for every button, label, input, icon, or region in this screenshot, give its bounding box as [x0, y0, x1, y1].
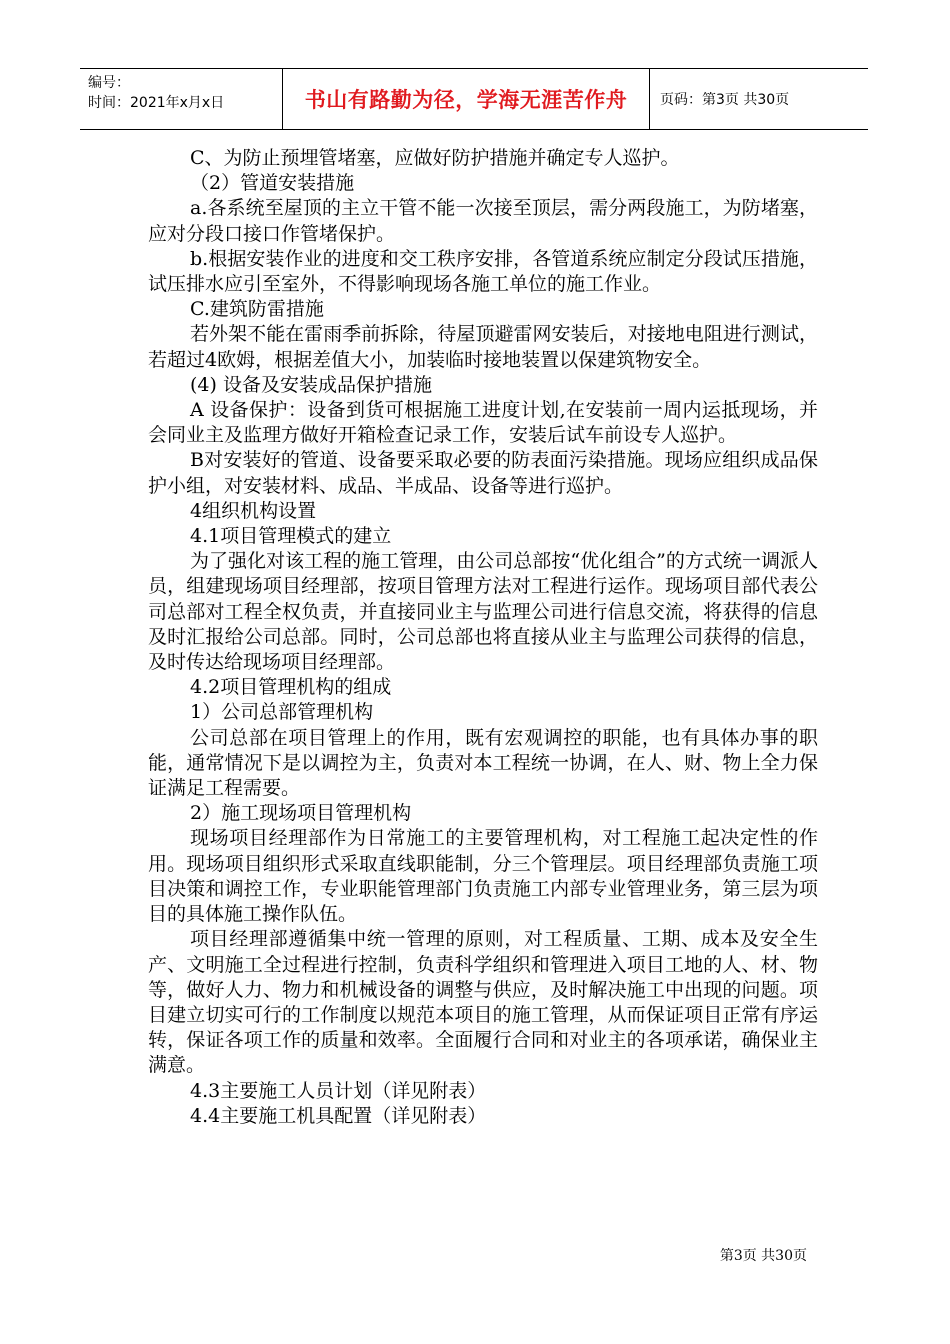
paragraph: b.根据安装作业的进度和交工秩序安排，各管道系统应制定分段试压措施，试压排水应引至室外，不得影响现场各施工单位的施工作业。 [148, 247, 818, 296]
document-body [148, 146, 818, 1129]
section-heading: 1）公司总部管理机构 [190, 701, 374, 724]
section-heading: C.建筑防雷措施 [190, 298, 324, 321]
header-meta [80, 69, 282, 129]
header-page-label: 页码：第3页 共30页 [660, 92, 790, 108]
paragraph: a.各系统至屋顶的主立干管不能一次接至顶层，需分两段施工，为防堵塞，应对分段口接口作管堵保护。 [148, 197, 818, 245]
paragraph: A 设备保护：设备到货可根据施工进度计划,在安装前一周内运抵现场，并会同业主及监理方做好开箱检查记录工作，安装后试车前设专人巡护。 [148, 399, 818, 447]
paragraph: B对安装好的管道、设备要采取必要的防表面污染措施。现场应组织成品保护小组，对安装材料、成品、半成品、设备等进行巡护。 [148, 449, 818, 497]
paragraph: 现场项目经理部作为日常施工的主要管理机构，对工程施工起决定性的作用。现场项目组织形式采取直线职能制，分三个管理层。项目经理部负责施工项目决策和调控工作，专业职能管理部门负责施工内部专业管理业务，第三层为项目的具体施工操作队伍。 [148, 827, 818, 926]
time-label: 时间：2021年x月x日 [88, 95, 225, 111]
section-heading: 4组织机构设置 [190, 499, 317, 522]
header-page-cell [650, 69, 868, 129]
section-heading: 4.4主要施工机具配置（详见附表） [190, 1104, 487, 1127]
paragraph: 为了强化对该工程的施工管理，由公司总部按“优化组合”的方式统一调派人员，组建现场项目经理部，按项目管理方法对工程进行运作。现场项目部代表公司总部对工程全权负责，并直接同业主与监理公司进行信息交流，将获得的信息及时汇报给公司总部。同时，公司总部也将直接从业主与监理公司获得的信息，及时传达给现场项目经理部。 [148, 550, 818, 674]
page-footer: 第3页 共30页 [719, 1248, 807, 1264]
header-motto: 书山有路勤为径，学海无涯苦作舟 [304, 88, 628, 112]
section-heading: 4.1项目管理模式的建立 [190, 525, 392, 548]
paragraph: 公司总部在项目管理上的作用，既有宏观调控的职能，也有具体办事的职能，通常情况下是以调控为主，负责对本工程统一协调，在人、财、物上全力保证满足工程需要。 [148, 726, 818, 800]
page-header [80, 68, 868, 130]
paragraph: 项目经理部遵循集中统一管理的原则，对工程质量、工期、成本及安全生产、文明施工全过程进行控制，负责科学组织和管理进入项目工地的人、材、物等，做好人力、物力和机械设备的调整与供应，及时解决施工中出现的问题。项目建立切实可行的工作制度以规范本项目的施工管理，从而保证项目正常有序运转，保证各项工作的质量和效率。全面履行合同和对业主的各项承诺，确保业主满意。 [148, 928, 818, 1077]
paragraph: C、为防止预埋管堵塞，应做好防护措施并确定专人巡护。 [190, 147, 680, 169]
section-heading: 2）施工现场项目管理机构 [190, 802, 412, 825]
section-heading: 4.2项目管理机构的组成 [190, 676, 392, 699]
section-heading: (4) 设备及安装成品保护措施 [190, 373, 432, 396]
header-motto-cell [282, 69, 650, 129]
paragraph: 若外架不能在雷雨季前拆除，待屋顶避雷网安装后，对接地电阻进行测试，若超过4欧姆，根据差值大小，加装临时接地装置以保建筑物安全。 [148, 323, 818, 371]
section-heading: （2）管道安装措施 [190, 172, 355, 195]
section-heading: 4.3主要施工人员计划（详见附表） [190, 1079, 487, 1102]
serial-number-label: 编号： [88, 75, 130, 91]
